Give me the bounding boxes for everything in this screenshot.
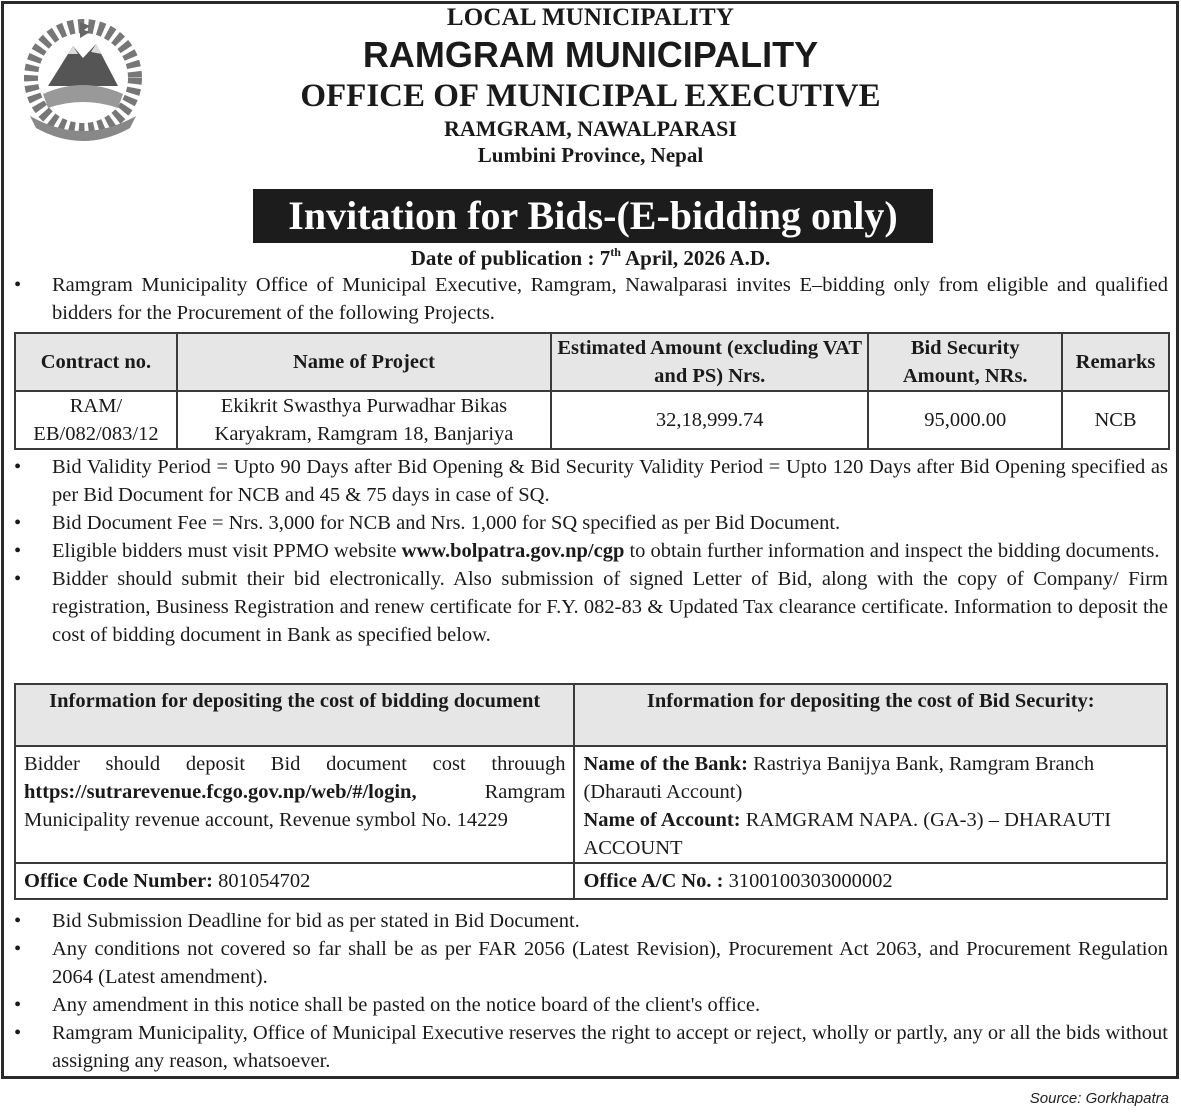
header-location: RAMGRAM, NAWALPARASI xyxy=(444,116,737,141)
header-province: Lumbini Province, Nepal xyxy=(477,143,704,167)
office-code-cell xyxy=(15,863,574,899)
bid-security-deposit-header: Information for depositing the cost of Bid Security: xyxy=(574,684,1167,746)
bidding-doc-deposit-info xyxy=(15,746,574,863)
table-header-row xyxy=(15,684,1167,746)
list-item xyxy=(14,907,1168,935)
bank-name-label: Name of the Bank: xyxy=(583,753,749,775)
list-item xyxy=(14,509,1168,537)
header-office-name: OFFICE OF MUNICIPAL EXECUTIVE xyxy=(300,78,881,114)
bullet-icon: • xyxy=(14,568,22,590)
project-table xyxy=(14,332,1170,450)
header-local-municipality: LOCAL MUNICIPALITY xyxy=(446,4,735,31)
office-account-label: Office A/C No. : xyxy=(583,870,724,892)
ppmo-text-pre: Eligible bidders must visit PPMO website xyxy=(52,540,402,562)
submission-text: Bidder should submit their bid electronically. Also submission of signed Letter of Bid, along with the copy of Company/ Firm registration, Business Registration and renew certificate for F.Y. 082-83 & Updated Tax clearance certificate. Information to deposit the cost of bidding document in Bank as specified below. xyxy=(52,568,1168,646)
col-header-remarks: Remarks xyxy=(1062,333,1169,391)
intro-section xyxy=(14,271,1168,327)
deadline-text: Bid Submission Deadline for bid as per stated in Bid Document. xyxy=(52,910,580,932)
bid-security-deposit-info xyxy=(574,746,1167,863)
publication-date xyxy=(0,245,1181,271)
publication-date-label: Date of publication : 7 xyxy=(410,246,611,270)
ppmo-text-post: to obtain further information and inspect the bidding documents. xyxy=(624,540,1160,562)
list-item xyxy=(14,565,1168,649)
intro-text: Ramgram Municipality Office of Municipal Executive, Ramgram, Nawalparasi invites E–bidding only from eligible and qualified bidders for the Procurement of the following Projects. xyxy=(52,274,1168,324)
table-row xyxy=(15,746,1167,863)
account-name-label: Name of Account: xyxy=(583,809,741,831)
publication-date-rest: April, 2026 A.D. xyxy=(620,246,771,270)
table-row xyxy=(15,391,1169,449)
bullet-icon: • xyxy=(14,938,22,960)
source-credit: Source: Gorkhapatra xyxy=(1029,1090,1169,1107)
account-name-value: RAMGRAM NAPA. (GA-3) – DHARAUTI ACCOUNT xyxy=(583,809,1112,859)
amendment-text: Any amendment in this notice shall be pasted on the notice board of the client's office. xyxy=(52,994,761,1016)
cell-estimated-amount: 32,18,999.74 xyxy=(551,391,868,449)
col-header-bid-security: Bid Security Amount, NRs. xyxy=(868,333,1062,391)
regulation-text: Any conditions not covered so far shall be as per FAR 2056 (Latest Revision), Procurement Act 2063, and Procurement Regulation 2064 (Latest amendment). xyxy=(52,938,1168,988)
list-item xyxy=(14,1019,1168,1075)
list-item xyxy=(14,271,1168,327)
office-code-label: Office Code Number: xyxy=(24,870,214,892)
publication-date-sup: th xyxy=(610,245,621,259)
sutra-revenue-link[interactable]: https://sutrarevenue.fcgo.gov.np/web/#/login, xyxy=(24,781,417,803)
ppmo-text xyxy=(52,537,1168,565)
office-account-cell xyxy=(574,863,1167,899)
bullet-icon: • xyxy=(14,274,22,296)
col-header-contract-no: Contract no. xyxy=(15,333,177,391)
office-code-value: 801054702 xyxy=(213,870,311,892)
bullet-icon: • xyxy=(14,1022,22,1044)
office-account-value: 3100100303000002 xyxy=(723,870,893,892)
list-item xyxy=(14,935,1168,991)
col-header-project-name: Name of Project xyxy=(177,333,551,391)
bullet-icon: • xyxy=(14,910,22,932)
table-header-row xyxy=(15,333,1169,391)
bullet-icon: • xyxy=(14,540,22,562)
rights-reserved-text: Ramgram Municipality, Office of Municipal Executive reserves the right to accept or reject, wholly or partly, any or all the bids without assigning any reason, whatsoever. xyxy=(52,1022,1168,1072)
deposit-text-post: Ramgram Municipality revenue account, Revenue symbol No. 14229 xyxy=(24,781,566,831)
cell-contract-no: RAM/ EB/082/083/12 xyxy=(15,391,177,449)
bullet-icon: • xyxy=(14,456,22,478)
deposit-text-pre: Bidder should deposit Bid document cost throuugh xyxy=(24,753,566,775)
list-item xyxy=(14,453,1168,509)
final-conditions-section xyxy=(14,907,1168,1075)
bank-name-value: Rastriya Banijya Bank, Ramgram Branch (Dharauti Account) xyxy=(583,753,1095,803)
bid-validity-text: Bid Validity Period = Upto 90 Days after Bid Opening & Bid Security Validity Period = Upto 120 Days after Bid Opening specified as per Bid Document for NCB and 45 & 75 days in case of SQ. xyxy=(52,456,1168,506)
cell-remarks: NCB xyxy=(1062,391,1169,449)
conditions-section xyxy=(14,453,1168,649)
list-item xyxy=(14,537,1168,565)
bid-fee-text: Bid Document Fee = Nrs. 3,000 for NCB and Nrs. 1,000 for SQ specified as per Bid Document. xyxy=(52,512,841,534)
bullet-icon: • xyxy=(14,512,22,534)
ppmo-website-link[interactable]: www.bolpatra.gov.np/cgp xyxy=(401,540,625,562)
cell-bid-security: 95,000.00 xyxy=(868,391,1062,449)
cell-project-name: Ekikrit Swasthya Purwadhar Bikas Karyakram, Ramgram 18, Banjariya xyxy=(177,391,551,449)
bidding-doc-deposit-header: Information for depositing the cost of bidding document xyxy=(15,684,574,746)
header-municipality-name: RAMGRAM MUNICIPALITY xyxy=(362,34,819,75)
col-header-estimated-amount: Estimated Amount (excluding VAT and PS) Nrs. xyxy=(551,333,868,391)
list-item xyxy=(14,991,1168,1019)
deposit-info-table xyxy=(14,683,1168,900)
notice-title: Invitation for Bids-(E-bidding only) xyxy=(253,189,933,243)
bullet-icon: • xyxy=(14,994,22,1016)
table-row xyxy=(15,863,1167,899)
letterhead xyxy=(0,3,1181,169)
